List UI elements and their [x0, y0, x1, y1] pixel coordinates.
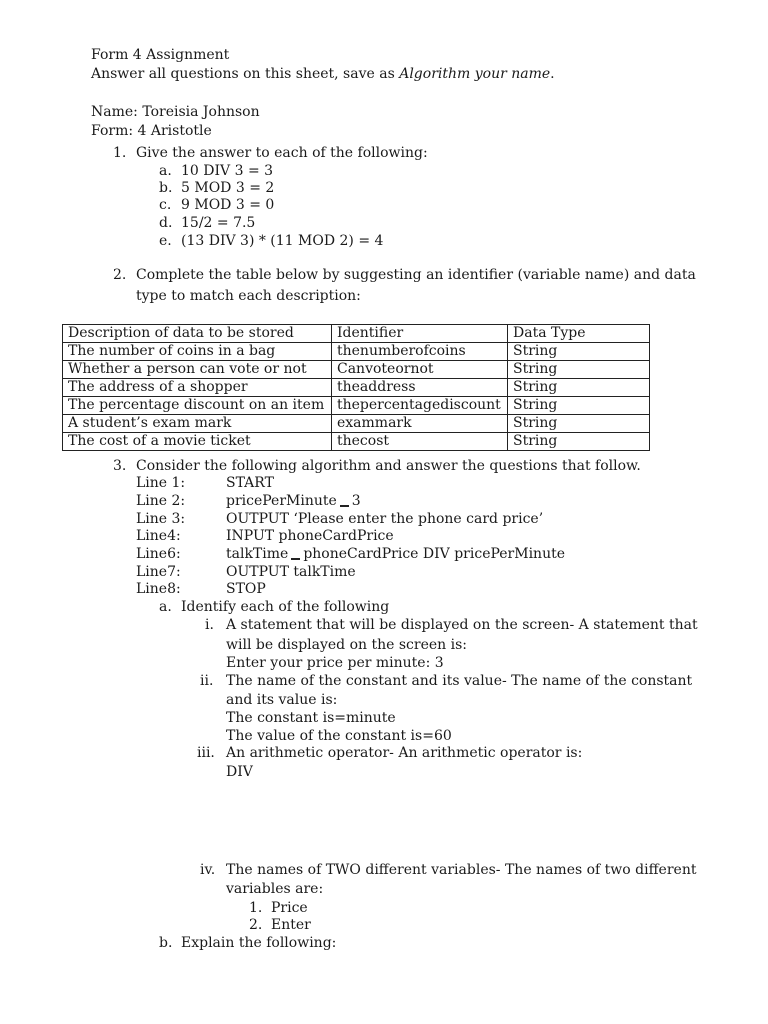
table-header-cell: Description of data to be stored — [63, 325, 332, 343]
table-row — [63, 361, 650, 379]
instructions-prefix: Answer all questions on this sheet, save as — [91, 66, 395, 82]
q3-text: Consider the following algorithm and answer the questions that follow. — [136, 458, 641, 474]
q1-item-label: c. — [159, 197, 172, 213]
algorithm-line-code: INPUT phoneCardPrice — [226, 528, 394, 544]
q1-item-label: b. — [159, 180, 173, 196]
table-cell: A student’s exam mark — [63, 415, 332, 433]
table-cell: exammark — [332, 415, 508, 433]
part-a-iv-line2: variables are: — [226, 881, 324, 897]
table-cell: String — [508, 433, 650, 451]
part-a-i-line1: A statement that will be displayed on the screen- A statement that — [226, 617, 698, 633]
table-cell: String — [508, 397, 650, 415]
variable-list-label: 1. — [249, 900, 263, 916]
q2-text-line2: type to match each description: — [136, 288, 361, 304]
variable-list-item: Enter — [271, 917, 311, 933]
table-header-row — [63, 325, 650, 343]
variable-list-label: 2. — [249, 917, 263, 933]
table-header-cell: Data Type — [508, 325, 650, 343]
table-row — [63, 397, 650, 415]
part-a-iii-answer: DIV — [226, 764, 253, 780]
algorithm-line-label: Line 2: — [136, 493, 186, 509]
algorithm-line-label: Line 1: — [136, 475, 186, 491]
part-a-iv-label: iv. — [200, 862, 216, 878]
table-cell: String — [508, 361, 650, 379]
table-cell: theaddress — [332, 379, 508, 397]
algorithm-line-code: OUTPUT talkTime — [226, 564, 356, 580]
part-a-i-line2: will be displayed on the screen is: — [226, 637, 467, 653]
table-cell: thepercentagediscount — [332, 397, 508, 415]
assignment-instructions — [91, 65, 555, 83]
table-row — [63, 343, 650, 361]
part-a-label: a. — [159, 599, 172, 615]
part-a-i-label: i. — [205, 617, 214, 633]
variable-list-item: Price — [271, 900, 308, 916]
algorithm-line-code: STOP — [226, 581, 266, 597]
q1-number: 1. — [113, 145, 127, 161]
assignment-arrow-icon — [340, 505, 349, 507]
variable-name: talkTime — [226, 546, 289, 562]
algorithm-line-code: START — [226, 475, 274, 491]
table-cell: String — [508, 415, 650, 433]
q2-number: 2. — [113, 267, 127, 283]
variable-name: pricePerMinute — [226, 493, 337, 509]
instructions-filename: Algorithm your name — [399, 66, 551, 82]
part-a-i-answer: Enter your price per minute: 3 — [226, 655, 444, 671]
part-a-ii-label: ii. — [200, 673, 214, 689]
part-b-text: Explain the following: — [181, 935, 337, 951]
q1-item-text: 15/2 = 7.5 — [181, 215, 256, 231]
instructions-suffix: . — [550, 66, 555, 82]
algorithm-line-label: Line7: — [136, 564, 181, 580]
q1-item-label: d. — [159, 215, 173, 231]
part-a-text: Identify each of the following — [181, 599, 390, 615]
q1-item-label: a. — [159, 163, 172, 179]
table-row — [63, 433, 650, 451]
q2-text-line1: Complete the table below by suggesting an identifier (variable name) and data — [136, 267, 696, 283]
algorithm-line-code: OUTPUT ‘Please enter the phone card price’ — [226, 511, 544, 527]
part-b-label: b. — [159, 935, 173, 951]
assigned-value: 3 — [351, 493, 361, 509]
table-cell: Canvoteornot — [332, 361, 508, 379]
q3-number: 3. — [113, 458, 127, 474]
table-cell: String — [508, 343, 650, 361]
q1-item-text: (13 DIV 3) * (11 MOD 2) = 4 — [181, 233, 384, 249]
algorithm-line-code — [226, 492, 361, 510]
student-form: Form: 4 Aristotle — [91, 123, 212, 139]
table-cell: The cost of a movie ticket — [63, 433, 332, 451]
part-a-iii-label: iii. — [197, 745, 215, 761]
table-row — [63, 379, 650, 397]
part-a-ii-answer2: The value of the constant is=60 — [226, 728, 452, 744]
q1-item-text: 9 MOD 3 = 0 — [181, 197, 275, 213]
algorithm-line-label: Line4: — [136, 528, 181, 544]
table-header-cell: Identifier — [332, 325, 508, 343]
table-cell: The address of a shopper — [63, 379, 332, 397]
table-cell: Whether a person can vote or not — [63, 361, 332, 379]
algorithm-line-label: Line6: — [136, 546, 181, 562]
part-a-ii-line2: and its value is: — [226, 692, 338, 708]
q1-item-text: 10 DIV 3 = 3 — [181, 163, 274, 179]
algorithm-line-code — [226, 545, 565, 563]
table-row — [63, 415, 650, 433]
table-cell: thecost — [332, 433, 508, 451]
student-name: Name: Toreisia Johnson — [91, 104, 260, 120]
assignment-arrow-icon — [291, 558, 300, 560]
identifier-table — [62, 324, 650, 451]
part-a-iii-line1: An arithmetic operator- An arithmetic operator is: — [226, 745, 583, 761]
assignment-title: Form 4 Assignment — [91, 47, 230, 63]
algorithm-line-label: Line8: — [136, 581, 181, 597]
q1-item-text: 5 MOD 3 = 2 — [181, 180, 275, 196]
q1-text: Give the answer to each of the following: — [136, 145, 428, 161]
assigned-value: phoneCardPrice DIV pricePerMinute — [303, 546, 565, 562]
part-a-ii-line1: The name of the constant and its value- The name of the constant — [226, 673, 693, 689]
q1-item-label: e. — [159, 233, 172, 249]
table-cell: thenumberofcoins — [332, 343, 508, 361]
table-cell: String — [508, 379, 650, 397]
part-a-iv-line1: The names of TWO different variables- The names of two different — [226, 862, 697, 878]
part-a-ii-answer1: The constant is=minute — [226, 710, 396, 726]
table-cell: The percentage discount on an item — [63, 397, 332, 415]
table-cell: The number of coins in a bag — [63, 343, 332, 361]
algorithm-line-label: Line 3: — [136, 511, 186, 527]
